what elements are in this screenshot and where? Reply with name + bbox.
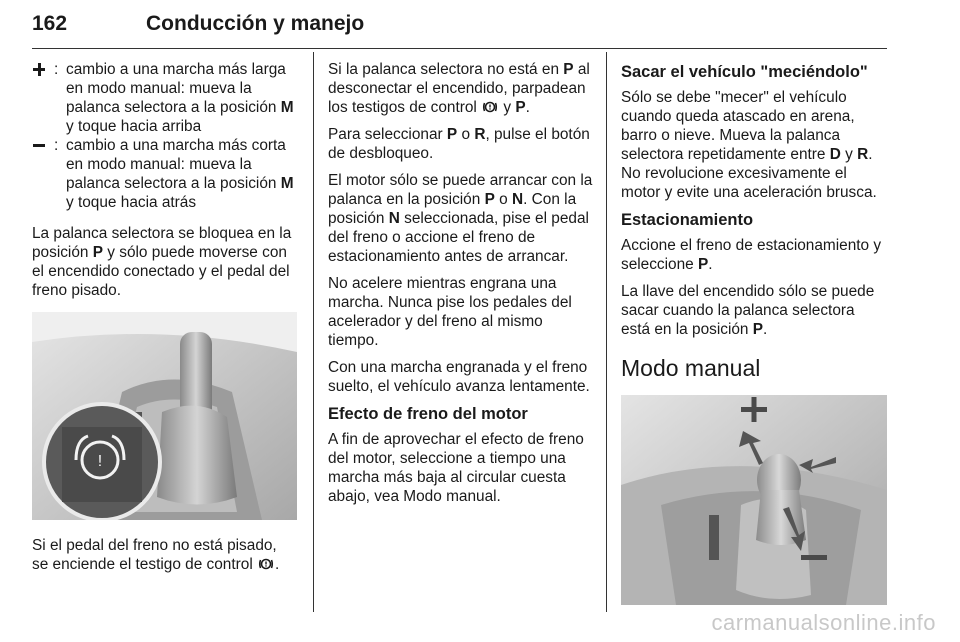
watermark: carmanualsonline.info — [711, 610, 936, 635]
manual-mode-image — [621, 395, 887, 605]
paragraph: Accione el freno de estacionamiento y seleccione P. — [621, 237, 882, 273]
section-title: Modo manual — [621, 355, 761, 381]
paragraph: La llave del encendido sólo se puede sacar cuando la palanca selectora está en la posición P. — [621, 283, 875, 338]
selector-lever-image — [32, 312, 297, 520]
svg-text:!: ! — [97, 453, 103, 470]
column-1 — [32, 60, 297, 582]
paragraph: Si la palanca selectora no está en P al desconectar el encendido, parpadean los testigos de control y P. — [328, 61, 590, 116]
section-heading: Sacar el vehículo "meciéndolo" — [621, 63, 868, 81]
brake-warning-icon — [258, 557, 274, 571]
column-divider — [606, 52, 607, 612]
paragraph: Si el pedal del freno no está pisado, se enciende el testigo de control . — [32, 537, 280, 573]
column-divider — [313, 52, 314, 612]
paragraph: Para seleccionar P o R, pulse el botón de desbloqueo. — [328, 126, 590, 162]
paragraph: La palanca selectora se bloquea en la posición P y sólo puede moverse con el encendido conectado y el pedal del freno pisado. — [32, 225, 292, 299]
brake-warning-icon — [482, 100, 498, 114]
chapter-title: Conducción y manejo — [146, 12, 365, 35]
minus-definition: : cambio a una marcha más corta en modo manual: mueva la palanca selectora a la posición M y toque hacia atrás — [32, 136, 297, 212]
section-heading: Efecto de freno del motor — [328, 405, 528, 423]
section-heading: Estacionamiento — [621, 211, 754, 229]
plus-definition: : cambio a una marcha más larga en modo manual: mueva la palanca selectora a la posición M y toque hacia arriba — [32, 60, 297, 136]
paragraph: Con una marcha engranada y el freno suelto, el vehículo avanza lentamente. — [328, 359, 590, 395]
paragraph: Sólo se debe "mecer" el vehículo cuando queda atascado en arena, barro o nieve. Mueva la palanca selectora repetidamente entre D y R. No revolucione excesivamente el motor y evite una aceleración brusca. — [621, 89, 877, 201]
page-header — [32, 4, 887, 49]
paragraph: El motor sólo se puede arrancar con la palanca en la posición P o N. Con la posición N seleccionada, pise el pedal del freno o accione el freno de estacionamiento antes de arrancar. — [328, 172, 593, 265]
paragraph: A fin de aprovechar el efecto de freno del motor, seleccione a tiempo una marcha más baja al circular cuesta abajo, vea Modo manual. — [328, 431, 584, 505]
column-3 — [621, 60, 887, 605]
column-2 — [328, 60, 594, 514]
plus-icon — [32, 60, 54, 79]
page-number: 162 — [32, 12, 68, 35]
minus-icon — [32, 136, 54, 155]
paragraph: No acelere mientras engrana una marcha. Nunca pise los pedales del acelerador y del freno al mismo tiempo. — [328, 275, 572, 349]
